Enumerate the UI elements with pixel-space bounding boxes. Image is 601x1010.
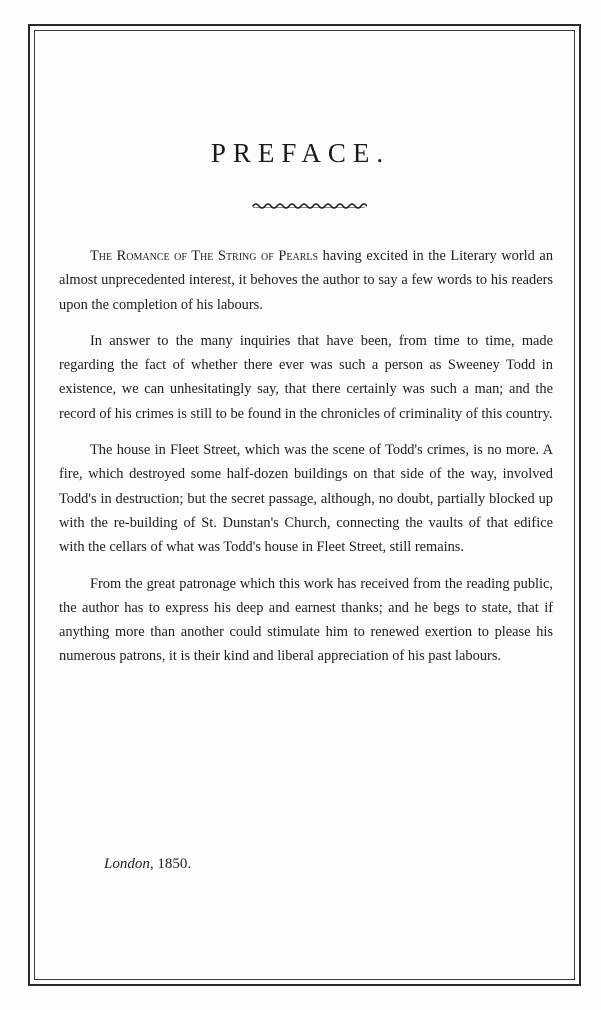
paragraph-3: The house in Fleet Street, which was the scene of Todd's crimes, is no more. A fire, which destroyed some half-dozen buildings on that side of the way, involved Todd's in destruction; but the secret passage, although, no doubt, partially blocked up with the re-building of St. Dunstan's Church, connecting the vaults of that edifice with the cellars of what was Todd's house in Fleet Street, still remains. <box>59 442 553 556</box>
signature-year: 1850. <box>157 856 192 872</box>
preface-body <box>59 244 553 681</box>
paragraph-2: In answer to the many inquiries that have been, from time to time, made regarding the fact of whether there ever was such a person as Sweeney Todd in existence, we can unhesitatingly say, that there certainly was such a man; and the record of his crimes is still to be found in the chronicles of criminality of this country. <box>59 332 553 422</box>
paragraph-1-text: having excited in the Literary world an almost unprecedented interest, it behoves the author to say a few words to his readers upon the completion of his labours. <box>59 248 554 313</box>
signature-line <box>104 856 191 873</box>
signature-place: London, <box>104 856 154 872</box>
book-title-smallcaps: The Romance of The String of Pearls <box>90 248 319 264</box>
paragraph-1 <box>59 244 553 317</box>
paragraph-4: From the great patronage which this work has received from the reading public, the author has to express his deep and earnest thanks; and he begs to state, that if anything more than another could stimulate him to renewed exertion to please his numerous patrons, it is their kind and liberal appreciation of his past labours. <box>59 575 553 665</box>
wavy-rule-ornament-icon <box>251 200 367 212</box>
page-title: PREFACE. <box>210 138 391 168</box>
